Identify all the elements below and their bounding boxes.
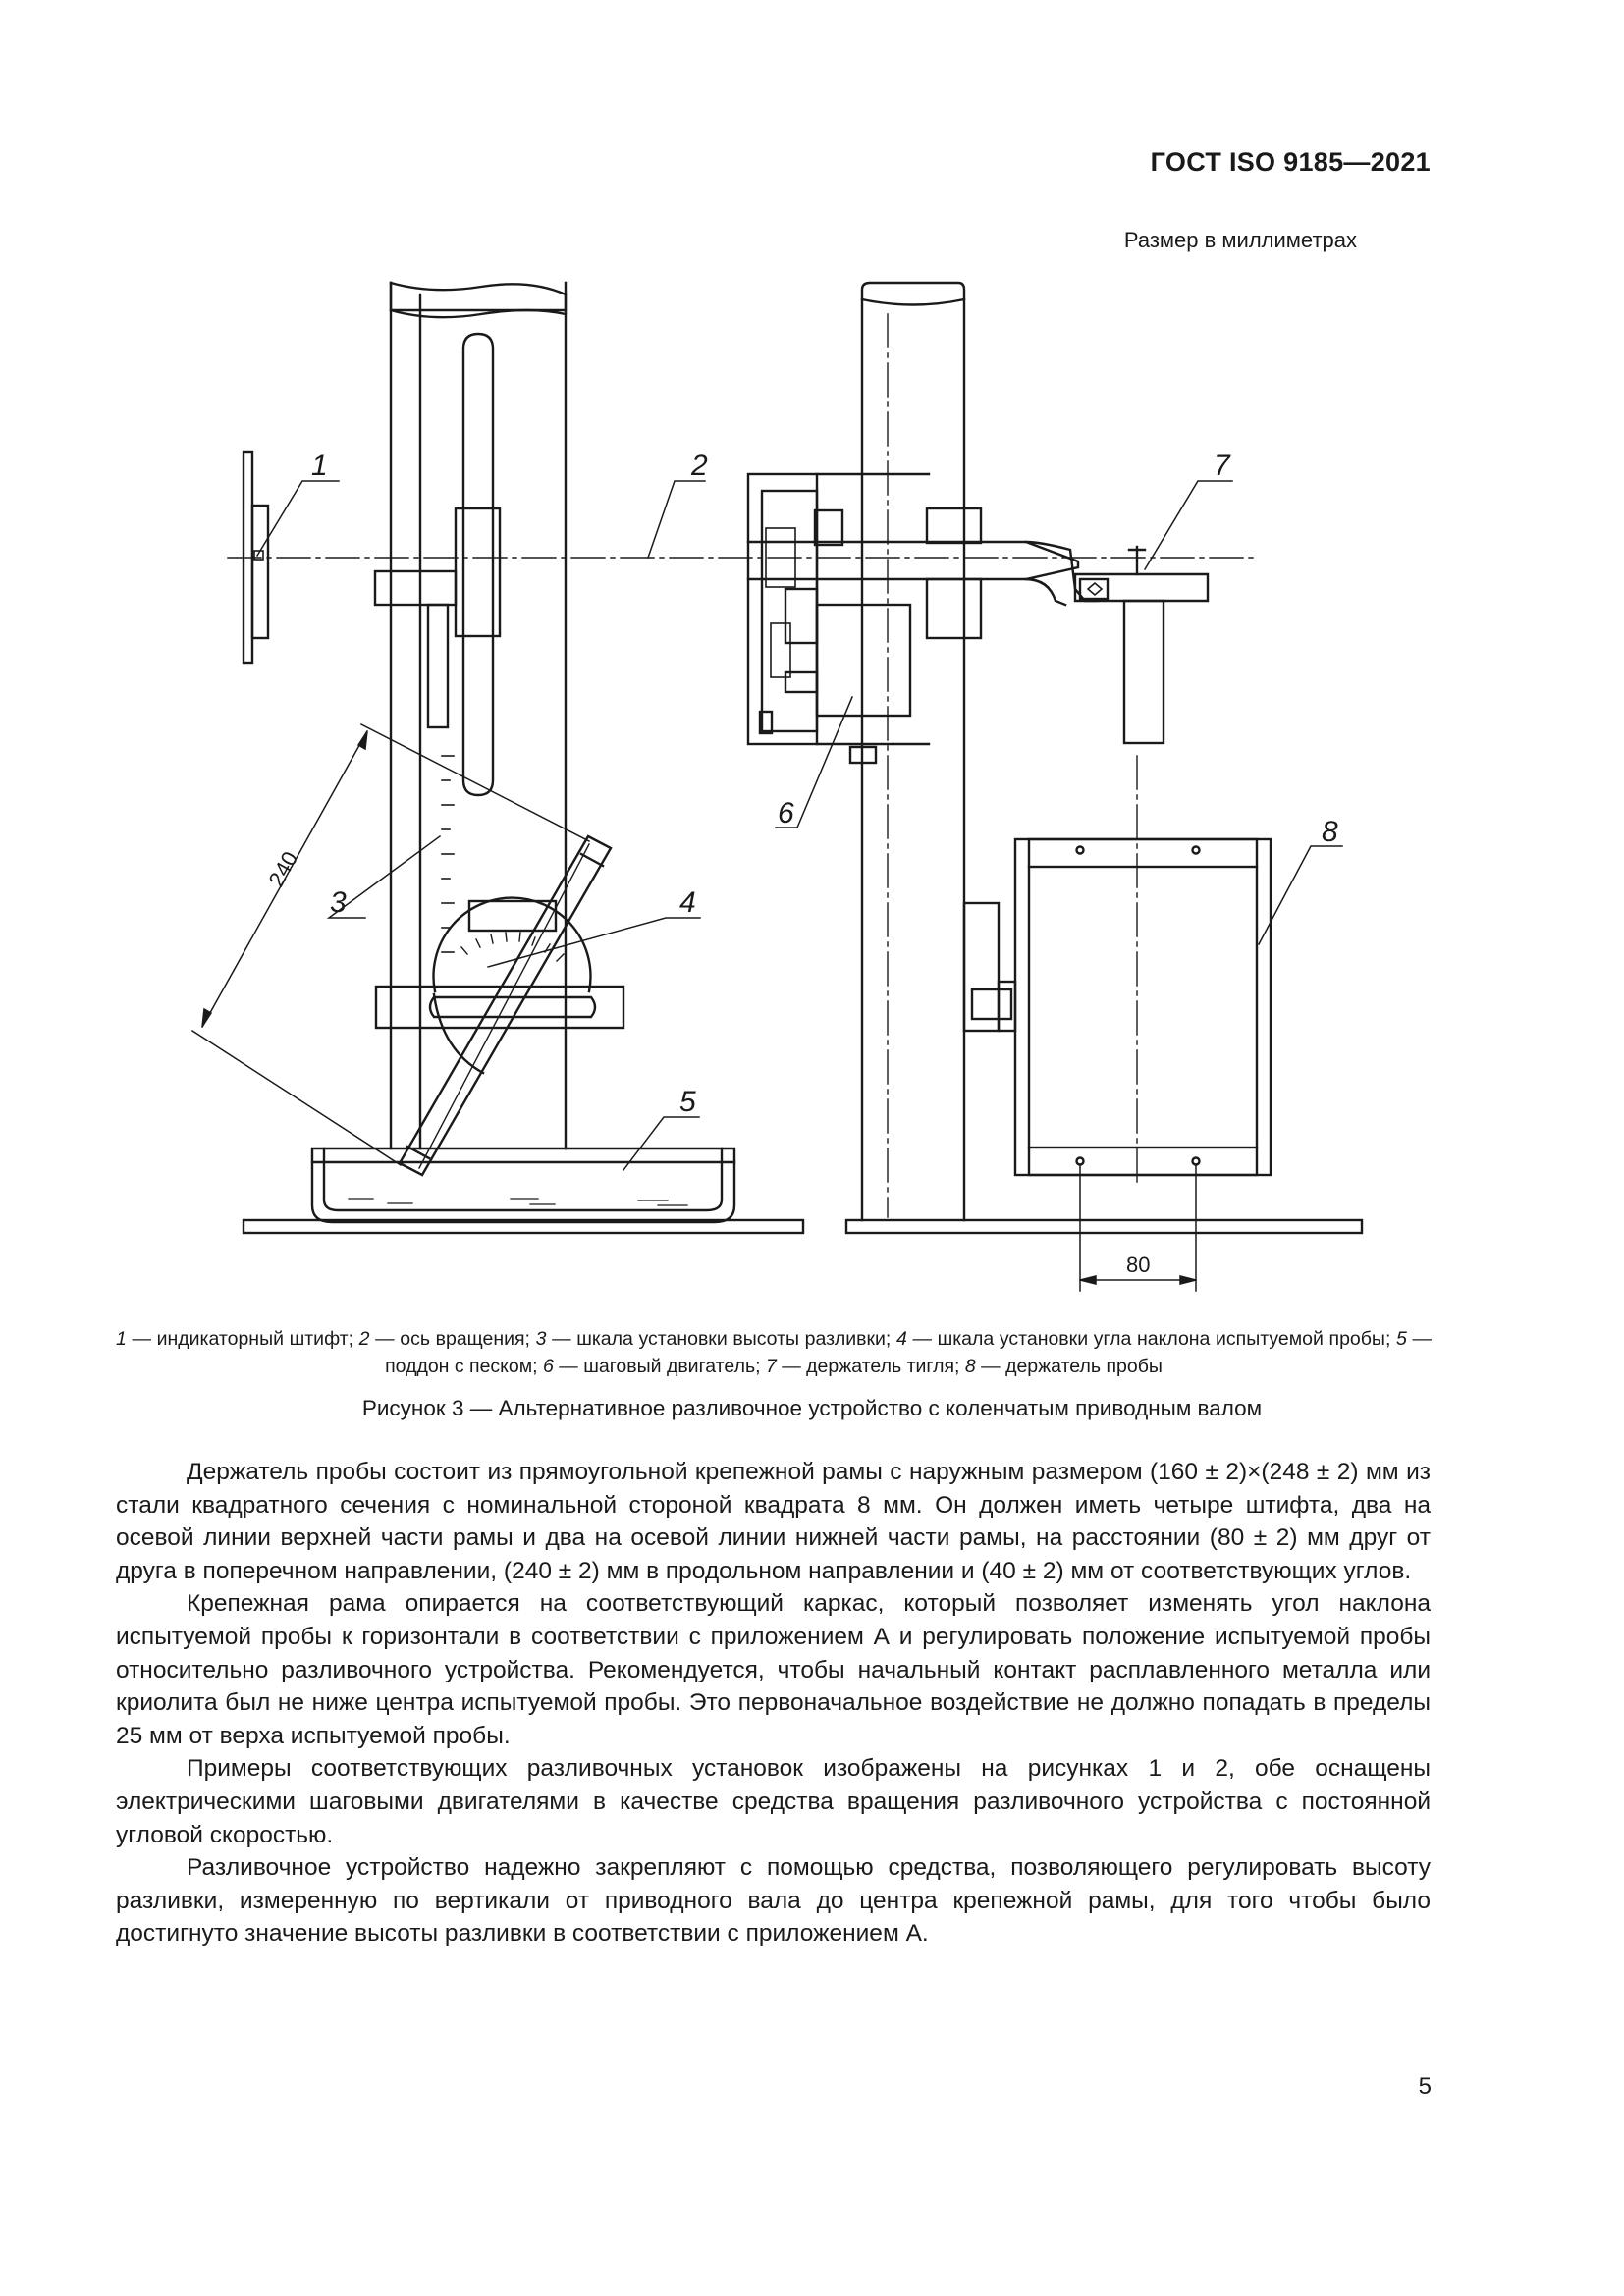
legend-num: 5 <box>1396 1328 1407 1350</box>
figure-legend: 1 — индикаторный штифт; 2 — ось вращения; 3 — шкала установки высоты разливки; 4 — шкала установки угла наклона испытуемой пробы; 5 — поддон с песком; 6 — шаговый двигатель; 7 — держатель тигля; 8 — держатель пробы <box>116 1328 1432 1377</box>
dimension-240: 240 <box>263 847 303 891</box>
legend-num: 1 <box>116 1328 127 1350</box>
paragraph: Держатель пробы состоит из прямоугольной крепежной рамы с наружным размером (160 ± 2)×(248 ± 2) мм из стали квадратного сечения с номинальной стороной квадрата 8 мм. Он должен иметь четыре штифта, два на осевой линии верхней части рамы и два на осевой линии нижней части рамы, на расстоянии (80 ± 2) мм друг от друга в поперечном направлении, (240 ± 2) мм в продольном направлении и (40 ± 2) мм от соответствующих углов. <box>116 1459 1431 1584</box>
legend-text: держатель пробы <box>1005 1356 1163 1377</box>
right-base-plate <box>846 1220 1362 1233</box>
legend-num: 4 <box>895 1328 907 1350</box>
legend-text: шаговый двигатель; <box>583 1356 761 1377</box>
dimension-lines <box>192 724 1196 1291</box>
legend-num: 3 <box>535 1328 547 1350</box>
body-text <box>116 1456 1431 1950</box>
right-assembly <box>748 283 1362 1233</box>
page-number: 5 <box>1418 2073 1432 2100</box>
sample-holder-frame <box>1015 839 1271 1175</box>
paragraph: Разливочное устройство надежно закрепляют с помощью средства, позволяющего регулировать высоту разливки, измеренную по вертикали от приводного вала до центра крепежной рамы, для того чтобы было достигнуто значение высоты разливки в соответствии с приложением А. <box>116 1854 1431 1948</box>
callout-5: 5 <box>679 1086 696 1118</box>
left-assembly <box>244 283 803 1233</box>
units-note: Размер в миллиметрах <box>1123 228 1357 252</box>
legend-num: 8 <box>964 1356 976 1377</box>
legend-text: ось вращения; <box>400 1328 530 1350</box>
callout-8: 8 <box>1322 816 1338 848</box>
figure-caption: Рисунок 3 — Альтернативное разливочное устройство с коленчатым приводным валом <box>361 1396 1263 1420</box>
legend-text: шкала установки высоты разливки; <box>576 1328 892 1350</box>
legend-num: 2 <box>358 1328 370 1350</box>
legend-text: индикаторный штифт; <box>156 1328 354 1350</box>
height-scale <box>442 756 454 952</box>
paragraph: Примеры соответствующих разливочных установок изображены на рисунках 1 и 2, обе оснащены электрическими шаговыми двигателями в качестве средства вращения разливочного устройства с постоянной угловой скоростью. <box>116 1755 1431 1848</box>
callout-4: 4 <box>679 886 696 919</box>
bearing-block <box>927 508 981 543</box>
document-standard-header: ГОСТ ISO 9185—2021 <box>1150 147 1431 177</box>
left-column <box>391 283 566 1148</box>
legend-text: держатель тигля; <box>806 1356 960 1377</box>
legend-text: поддон с песком; <box>385 1356 538 1377</box>
drive-shaft <box>748 542 1078 579</box>
callout-7: 7 <box>1214 450 1230 482</box>
legend-text: шкала установки угла наклона испытуемой пробы; <box>937 1328 1391 1350</box>
legend-num: 6 <box>543 1356 554 1377</box>
column-slot <box>463 334 493 795</box>
drive-housing <box>748 474 817 744</box>
callout-1: 1 <box>311 450 328 482</box>
callout-2: 2 <box>691 450 708 482</box>
paragraph: Крепежная рама опирается на соответствующий каркас, который позволяет изменять угол наклона испытуемой пробы к горизонтали в соответствии с приложением А и регулировать положение испытуемой пробы относительно разливочного устройства. Рекомендуется, чтобы начальный контакт расплавленного металла или криолита был не ниже центра испытуемой пробы. Это первоначальное воздействие не должно попадать в пределы 25 мм от верха испытуемой пробы. <box>116 1590 1431 1749</box>
callout-6: 6 <box>778 797 794 829</box>
right-column <box>862 299 964 1220</box>
dimension-80: 80 <box>1126 1253 1151 1277</box>
stepper-motor <box>817 605 910 716</box>
callout-3: 3 <box>330 886 347 919</box>
legend-num: 7 <box>765 1356 777 1377</box>
